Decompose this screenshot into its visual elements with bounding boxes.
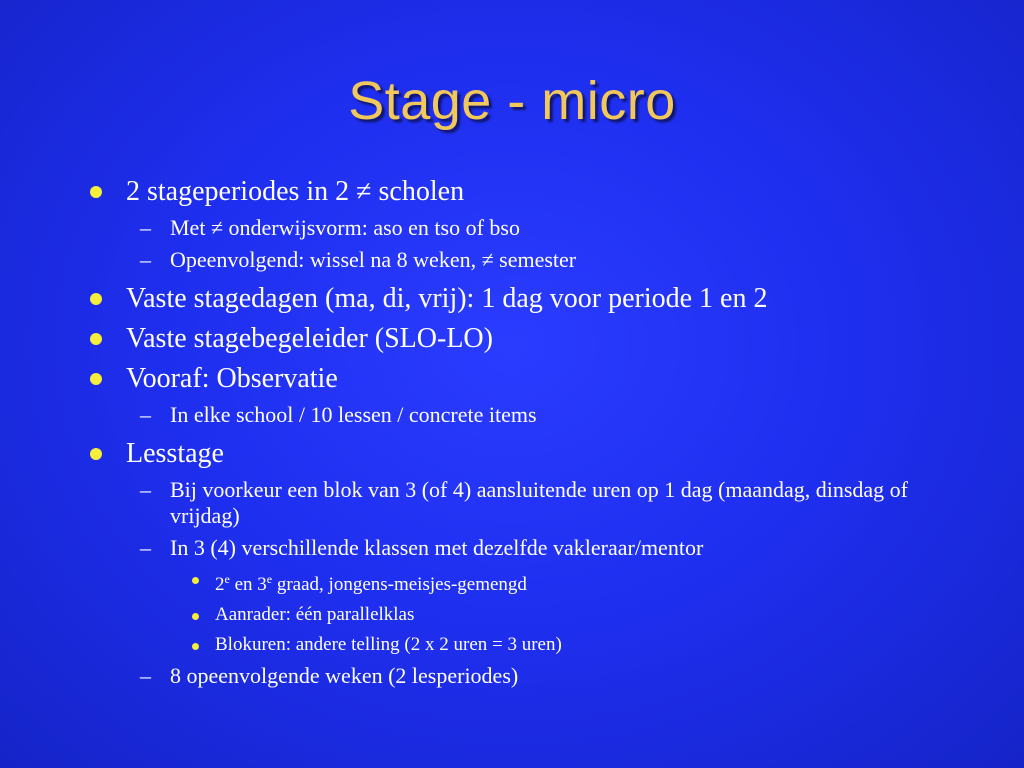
sub-item-text: 8 opeenvolgende weken (2 lesperiodes) xyxy=(170,663,519,688)
bullet-item xyxy=(82,359,982,399)
sub-item xyxy=(82,535,982,561)
sub-item-text: Opeenvolgend: wissel na 8 weken, ≠ semester xyxy=(170,247,577,272)
sub-sub-item xyxy=(82,633,982,657)
sub-item xyxy=(82,402,982,428)
sub-sub-item-text: 2e en 3e graad, jongens-meisjes-gemengd xyxy=(215,572,527,595)
bullet-item xyxy=(82,279,982,319)
dash-marker: – xyxy=(140,402,151,427)
sub-item-text: Met ≠ onderwijsvorm: aso en tso of bso xyxy=(170,215,520,240)
bullet-item xyxy=(82,172,982,212)
bullet-text: Vaste stagebegeleider (SLO-LO) xyxy=(126,323,493,354)
slide-content xyxy=(82,172,982,695)
bullet-item xyxy=(82,319,982,359)
bullet-dot-icon xyxy=(90,186,102,198)
bullet-text: Vooraf: Observatie xyxy=(126,363,338,394)
sub-sub-item-text: Aanrader: één parallelklas xyxy=(215,604,415,625)
small-bullet-dot-icon xyxy=(192,613,199,620)
sub-item xyxy=(82,247,982,273)
sub-item xyxy=(82,663,982,689)
small-bullet-dot-icon xyxy=(192,577,199,584)
dash-marker: – xyxy=(140,535,151,560)
dash-marker: – xyxy=(140,247,151,272)
sub-sub-item-text: Blokuren: andere telling (2 x 2 uren = 3 uren) xyxy=(215,634,562,655)
bullet-dot-icon xyxy=(90,333,102,345)
slide-title: Stage - micro xyxy=(348,71,676,131)
bullet-text: Vaste stagedagen (ma, di, vrij): 1 dag voor periode 1 en 2 xyxy=(126,283,768,314)
sub-item-text: In elke school / 10 lessen / concrete items xyxy=(170,402,537,427)
dash-marker: – xyxy=(140,663,151,688)
sub-sub-item xyxy=(82,603,982,627)
sub-sub-item xyxy=(82,567,982,597)
sub-item-text: Bij voorkeur een blok van 3 (of 4) aansluitende uren op 1 dag (maandag, dinsdag of vrijdag) xyxy=(170,477,909,528)
dash-marker: – xyxy=(140,477,151,502)
bullet-dot-icon xyxy=(90,373,102,385)
bullet-dot-icon xyxy=(90,293,102,305)
dash-marker: – xyxy=(140,215,151,240)
bullet-text: 2 stageperiodes in 2 ≠ scholen xyxy=(126,176,465,207)
sub-item xyxy=(82,215,982,241)
small-bullet-dot-icon xyxy=(192,643,199,650)
sub-item xyxy=(82,477,982,529)
bullet-item xyxy=(82,434,982,474)
sub-item-text: In 3 (4) verschillende klassen met dezelfde vakleraar/mentor xyxy=(170,535,704,560)
bullet-text: Lesstage xyxy=(126,438,224,469)
bullet-dot-icon xyxy=(90,448,102,460)
